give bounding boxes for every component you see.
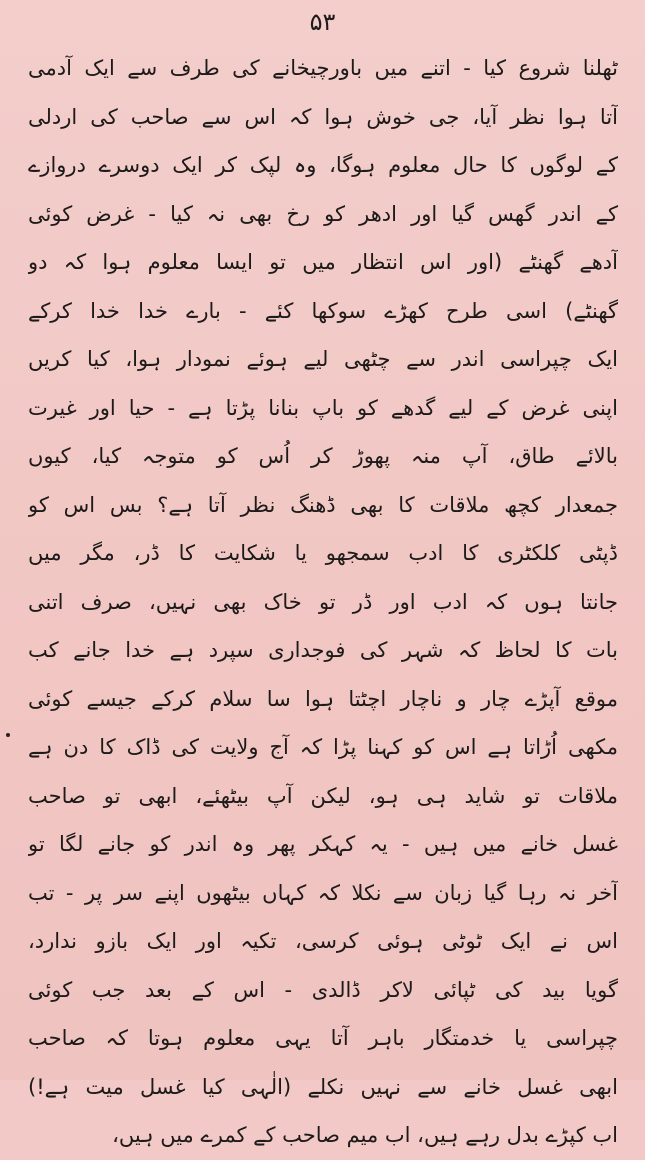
text-line: ابھی غسل خانے سے نہیں نکلے (الٰہی کیا غسل میت ہے!) bbox=[28, 1074, 618, 1099]
text-line: اپنی غرض کے لیے گدھے کو باپ بنانا پڑتا ہے - حیا اور غیرت bbox=[28, 395, 618, 420]
body-text bbox=[28, 44, 618, 1160]
text-line: اس نے ایک ٹوٹی ہوئی کرسی، تکیہ اور ایک بازو ندارد، bbox=[28, 929, 618, 953]
text-line: موقع آپڑے چار و ناچار اچٹتا ہوا سا سلام کرکے جیسے کوئی bbox=[28, 686, 618, 711]
text-line: جمعدار کچھ ملاقات کا بھی ڈھنگ نظر آتا ہے؟ بس اس کو bbox=[28, 492, 618, 517]
page-number: ۵۳ bbox=[309, 8, 336, 36]
text-line: گھنٹے) اسی طرح کھڑے سوکھا کئے - بارے خدا خدا کرکے bbox=[28, 298, 618, 323]
text-line: آخر نہ رہا گیا زبان سے نکلا کہ کہاں بیٹھوں اپنے سر پر - تب bbox=[28, 880, 618, 905]
text-line: آتا ہوا نظر آیا، جی خوش ہوا کہ اس سے صاحب کی اردلی bbox=[28, 104, 618, 129]
text-line: آدھے گھنٹے (اور اس انتظار میں تو ایسا معلوم ہوا کہ دو bbox=[28, 250, 618, 274]
text-line: ملاقات تو شاید ہی ہو، لیکن آپ بیٹھئے، ابھی تو صاحب bbox=[28, 783, 618, 808]
text-line: جانتا ہوں کہ ادب اور ڈر تو خاک بھی نہیں، صرف اتنی bbox=[28, 589, 618, 614]
text-line: گویا بید کی ٹپائی لاکر ڈالدی - اس کے بعد جب کوئی bbox=[28, 977, 618, 1002]
text-line: ایک چپراسی اندر سے چٹھی لیے ہوئے نمودار ہوا، کیا کریں bbox=[28, 347, 618, 371]
text-line: کے لوگوں کا حال معلوم ہوگا، وہ لپک کر ایک دوسرے دروازے bbox=[28, 153, 618, 177]
text-line: ٹھلنا شروع کیا - اتنے میں باورچیخانے کی طرف سے ایک آدمی bbox=[28, 56, 618, 80]
text-line: غسل خانے میں ہیں - یہ کہکر پھر وہ اندر کو جانے لگا تو bbox=[28, 832, 618, 856]
text-line: مکھی اُڑاتا ہے اس کو کہنا پڑا کہ آج ولایت کی ڈاک کا دن ہے bbox=[28, 735, 618, 759]
text-line: بات کا لحاظ کہ شہر کی فوجداری سپرد ہے خدا جانے کب bbox=[28, 638, 618, 662]
margin-ink-dot bbox=[6, 733, 10, 737]
text-line: ڈپٹی کلکٹری کا ادب سمجھو یا شکایت کا ڈر، مگر میں bbox=[28, 541, 618, 565]
text-line: چپراسی یا خدمتگار باہر آتا یہی معلوم ہوتا کہ صاحب bbox=[28, 1026, 618, 1050]
text-line: بالائے طاق، آپ منہ پھوڑ کر اُس کو متوجہ کیا، کیوں bbox=[28, 444, 618, 468]
text-line: کے اندر گھس گیا اور ادھر کو رخ بھی نہ کیا - غرض کوئی bbox=[28, 201, 618, 226]
text-line: اب کپڑے بدل رہے ہیں، اب میم صاحب کے کمرے میں ہیں، bbox=[112, 1123, 618, 1147]
